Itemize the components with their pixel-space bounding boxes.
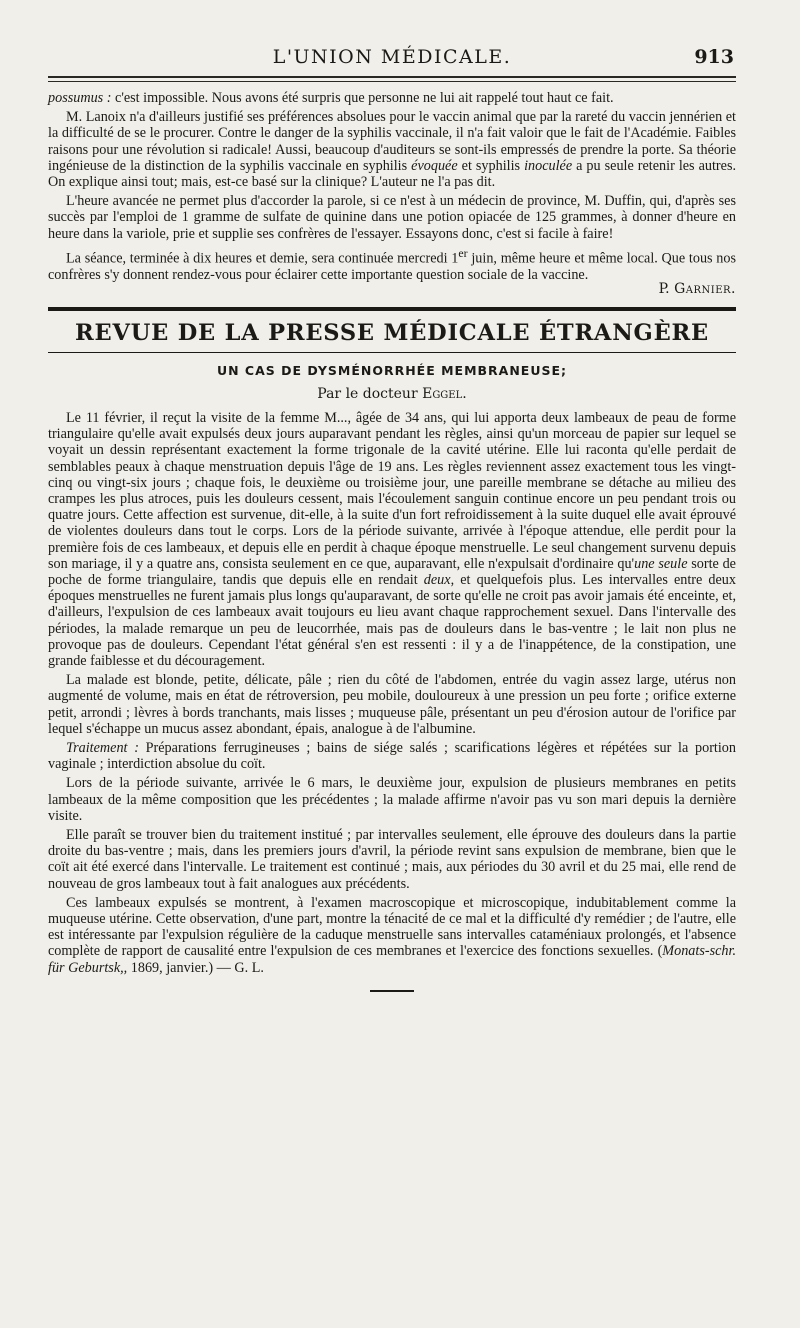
intro-paragraph-1 xyxy=(48,90,736,106)
article-p6-b: 1869, janvier.) — G. L. xyxy=(127,959,264,976)
signature-initial: P. xyxy=(658,280,675,297)
section-title-rule xyxy=(48,352,736,353)
byline-prefix: Par le docteur xyxy=(317,385,423,402)
intro-p2-evoquee: évoquée xyxy=(411,157,458,174)
intro-p1-italic: possumus : xyxy=(48,90,112,106)
article-p1-c: , et quelquefois plus. Les intervalles entre deux époques menstruelles ne furent jamais plus longs qu'auparavant, de sorte qu'elle ne croit pas avoir jamais été enceinte, et, d'ailleurs, l'expulsion de ces lambeaux avait toujours eu lieu avant chaque rapprochement sexuel. Dans l'intervalle des périodes, la malade remarque un peu de leucorrhée, mais pas de douleurs dans le bas-ventre ; le lait non plus ne provoque pas de douleurs. Cependant l'état général s'en est ressenti : il y a de l'inappétence, de la constipation, une grande faiblesse et du découragement. xyxy=(48,572,736,670)
signature xyxy=(48,281,736,297)
page xyxy=(48,36,736,992)
intro-p4-a: La séance, terminée à dix heures et demie, sera continuée mercredi 1 xyxy=(66,250,459,267)
intro-p4-b: juin, même heure et même local. Que tous nos confrères s'y donnent rendez-vous pour éclairer cette importante question sociale de la vaccine. xyxy=(48,250,737,283)
article-p1-deux: deux xyxy=(423,572,451,588)
article-paragraph-2: La malade est blonde, petite, délicate, pâle ; rien du côté de l'abdomen, entrée du vagin assez large, utérus non augmenté de volume, mais en état de rétroversion, peu mobile, douloureux à une pression un peu forte ; orifice externe petit, arrondi ; lèvres à bords tranchants, mais lisses ; muqueuse pâle, présentant un peu d'érosion autour de l'orifice par lequel s'échappe un mucus assez abondant, épais, analogue à de l'albumine. xyxy=(48,672,736,737)
article-paragraph-4: Lors de la période suivante, arrivée le 6 mars, le deuxième jour, expulsion de plusieurs membranes en petits lambeaux de la même composition que les précédentes ; la malade affirme n'avoir pas vu son mari depuis la dernière visite. xyxy=(48,775,736,824)
section-title: REVUE DE LA PRESSE MÉDICALE ÉTRANGÈRE xyxy=(75,319,709,346)
footer-rule xyxy=(370,990,414,992)
article-p6-source: Monats-schr. für Geburtsk,, xyxy=(48,943,736,976)
journal-title: L'UNION MÉDICALE. xyxy=(272,46,512,68)
treatment-label: Traitement : xyxy=(66,740,139,757)
intro-paragraph-3: L'heure avancée ne permet plus d'accorder la parole, si ce n'est à un médecin de province, M. Duffin, qui, d'après ses succès par l'emploi de 1 gramme de sulfate de quinine dans une potion opiacée de 125 grammes, à donner d'heure en heure dans la variole, prie et supplie ses confrères de l'essayer. Essayons donc, c'est si facile à faire! xyxy=(48,193,736,242)
byline-author: Eggel. xyxy=(422,385,467,402)
article-paragraph-1 xyxy=(48,410,736,669)
intro-p2-c: a pu seule retenir les autres. On explique ainsi tout; mais, est-ce basé sur la clinique? L'auteur ne l'a pas dit. xyxy=(48,157,737,191)
article-byline xyxy=(48,386,736,402)
intro-paragraph-4 xyxy=(48,245,736,283)
page-number: 913 xyxy=(694,46,734,68)
treatment-text: Préparations ferrugineuses ; bains de siége salés ; scarifications légères et répétées sur la portion vaginale ; interdiction absolue du coït. xyxy=(48,740,736,773)
article-paragraph-5: Elle paraît se trouver bien du traitement institué ; par intervalles seulement, elle éprouve des douleurs dans la partie droite du bas-ventre ; mais, dans les premiers jours d'avril, la période revint sans expulsion de membrane, bien que le coït ait été exercé dans l'intervalle. Le traitement est continué ; mais, aux périodes du 30 avril et du 25 mai, elle rend de nouveau de gros lambeaux tout à fait analogues aux précédents. xyxy=(48,827,736,892)
intro-p4-sup: er xyxy=(458,245,468,260)
running-head xyxy=(48,36,736,78)
intro-p2-a: M. Lanoix n'a d'ailleurs justifié ses préférences absolues pour le vaccin animal que par la rareté du vaccin jennérien et la difficulté de se le procurer. Contre le danger de la syphilis vaccinale, il n'a fait valoir que le fait de l'Académie. Faibles raisons pour une révolution si radicale! Aussi, beaucoup d'auditeurs se sont-ils empressés de prendre la porte. Sa théorie ingénieuse de la distinction de la syphilis vaccinale en syphilis xyxy=(48,109,736,174)
intro-p2-inoculee: inoculée xyxy=(524,157,573,174)
signature-name: Garnier. xyxy=(674,280,736,297)
article-p6-a: Ces lambeaux expulsés se montrent, à l'examen macroscopique et microscopique, indubitablement comme la muqueuse utérine. Cette observation, d'une part, montre la ténacité de ce mal et la difficulté d'y remédier ; de l'autre, elle est intéressante par l'expulsion régulière de la caduque menstruelle sans intervalles cataméniaux prolongés, et l'absence complète de rapport de causalité entre l'expulsion de ces membranes et l'exercice des fonctions sexuelles. ( xyxy=(48,894,736,960)
header-rule xyxy=(48,81,736,82)
article-p1-une-seule: une seule xyxy=(634,555,688,572)
article-p1-a: Le 11 février, il reçut la visite de la femme M..., âgée de 34 ans, qui lui apporta deux lambeaux de peau de forme triangulaire qu'elle avait expulsés deux jours auparavant pendant les règles, ainsi qu'un morceau de papier sur lequel se voyait un dessin représentant exactement la forme trigonale de la cavité utérine. Elle lui raconta qu'elle perdait de semblables peaux à chaque menstruation depuis l'âge de 19 ans. Les règles reviennent assez exactement tous les vingt-cinq ou vingt-six jours ; chaque fois, le deuxième ou troisième jour, une pareille membrane se détache au milieu des crampes les plus atroces, puis les douleurs cessent, mais l'écoulement sanguin continue encore un peu pendant trois ou quatre jours. Cette affection est survenue, dit-elle, à la suite d'un fort refroidissement à la suite duquel elle avait éprouvé de violentes douleurs dans tout le corps. Lors de la période suivante, arrivée à l'époque attendue, elle perdit pour la première fois de ces lambeaux, et depuis elle en perdit à chaque époque menstruelle. Le seul changement survenu depuis son mariage, il y a quatre ans, consista seulement en ce que, auparavant, elle n'expulsait d'ordinaire qu' xyxy=(48,409,736,572)
article-paragraph-6 xyxy=(48,895,736,976)
article-title: UN CAS DE DYSMÉNORRHÉE MEMBRANEUSE; xyxy=(216,362,568,378)
article-body xyxy=(48,410,736,976)
article-paragraph-3 xyxy=(48,740,736,772)
article-p1-b: sorte de poche de forme triangulaire, tandis que depuis elle en rendait xyxy=(48,555,736,588)
section-separator xyxy=(48,307,736,311)
intro-paragraph-2 xyxy=(48,109,736,190)
intro-p2-b: et syphilis xyxy=(457,157,525,174)
intro-p1-text: c'est impossible. Nous avons été surpris que personne ne lui ait rappelé tout haut ce fait. xyxy=(111,90,614,106)
